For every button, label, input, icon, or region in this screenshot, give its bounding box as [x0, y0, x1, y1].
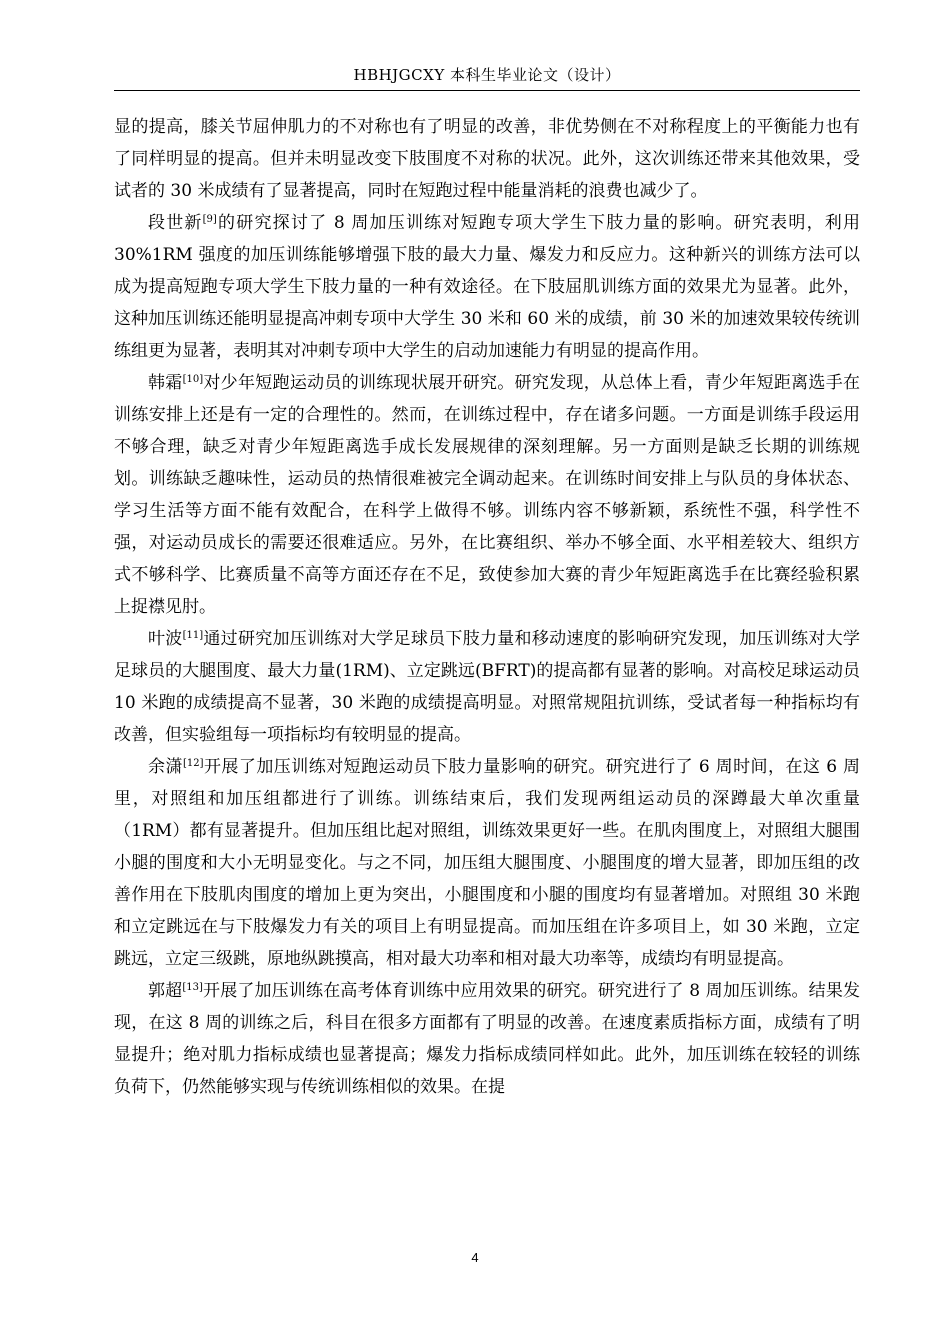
citation-ref: [9] — [202, 214, 217, 225]
citation-ref: [11] — [182, 630, 204, 641]
citation-ref: [12] — [182, 758, 204, 769]
author-name: 叶波 — [148, 629, 183, 649]
citation-ref: [10] — [182, 374, 204, 385]
body-text — [114, 111, 860, 1103]
paragraph-text: 开展了加压训练在高考体育训练中应用效果的研究。研究进行了 8 周加压训练。结果发现，在这 8 周的训练之后，科目在很多方面都有了明显的改善。在速度素质指标方面，成绩有了明显提升；绝对肌力指标成绩也显著提高；爆发力指标成绩同样如此。此外，加压训练在较轻的训练负荷下，仍然能够实现与传统训练相似的效果。在提 — [114, 981, 861, 1097]
paragraph-text: 显的提高，膝关节屈伸肌力的不对称也有了明显的改善，非优势侧在不对称程度上的平衡能力也有了同样明显的提高。但并未明显改变下肢围度不对称的状况。此外，这次训练还带来其他效果，受试者的 30 米成绩有了显著提高，同时在短跑过程中能量消耗的浪费也减少了。 — [114, 117, 860, 201]
paragraph-ye-bo — [114, 623, 860, 751]
paragraph-text: 对少年短跑运动员的训练现状展开研究。研究发现，从总体上看，青少年短距离选手在训练安排上还是有一定的合理性的。然而，在训练过程中，存在诸多问题。一方面是训练手段运用不够合理，缺乏对青少年短距离选手成长发展规律的深刻理解。另一方面则是缺乏长期的训练规划。训练缺乏趣味性，运动员的热情很难被完全调动起来。在训练时间安排上与队员的身体状态、学习生活等方面不能有效配合，在科学上做得不够。训练内容不够新颖，系统性不强，科学性不强，对运动员成长的需要还很难适应。另外，在比赛组织、举办不够全面、水平相差较大、组织方式不够科学、比赛质量不高等方面还存在不足，致使参加大赛的青少年短距离选手在比赛经验积累上捉襟见肘。 — [114, 373, 861, 617]
paragraph-continuation — [114, 111, 860, 207]
author-name: 郭超 — [148, 981, 183, 1001]
author-name: 余潇 — [148, 757, 183, 777]
header-rule — [114, 90, 860, 91]
citation-ref: [13] — [182, 982, 203, 993]
paragraph-text: 的研究探讨了 8 周加压训练对短跑专项大学生下肢力量的影响。研究表明，利用 30%1RM 强度的加压训练能够增强下肢的最大力量、爆发力和反应力。这种新兴的训练方法可以成为提高短跑专项大学生下肢力量的一种有效途径。在下肢屈肌训练方面的效果尤为显著。此外，这种加压训练还能明显提高冲刺专项中大学生 30 米和 60 米的成绩，前 30 米的加速效果较传统训练组更为显著，表明其对冲刺专项中大学生的启动加速能力有明显的提高作用。 — [114, 213, 861, 361]
paragraph-yu-xiao — [114, 751, 860, 975]
paragraph-han-shuang — [114, 367, 860, 623]
paragraph-text: 开展了加压训练对短跑运动员下肢力量影响的研究。研究进行了 6 周时间，在这 6 周里，对照组和加压组都进行了训练。训练结束后，我们发现两组运动员的深蹲最大单次重量（1RM）都有显著提升。但加压组比起对照组，训练效果更好一些。在肌肉围度上，对照组大腿围小腿的围度和大小无明显变化。与之不同，加压组大腿围度、小腿围度的增大显著，即加压组的改善作用在下肢肌肉围度的增加上更为突出，小腿围度和小腿的围度均有显著增加。对照组 30 米跑和立定跳远在与下肢爆发力有关的项目上有明显提高。而加压组在许多项目上，如 30 米跑，立定跳远，立定三级跳，原地纵跳摸高，相对最大功率和相对最大功率等，成绩均有明显提高。 — [114, 757, 860, 969]
paragraph-guo-chao — [114, 975, 860, 1103]
author-name: 韩霜 — [148, 373, 183, 393]
page-header: HBHJGCXY 本科生毕业论文（设计） — [353, 66, 621, 84]
paragraph-text: 通过研究加压训练对大学足球员下肢力量和移动速度的影响研究发现，加压训练对大学足球员的大腿围度、最大力量(1RM)、立定跳远(BFRT)的提高都有显著的影响。对高校足球运动员 10 米跑的成绩提高不显著，30 米跑的成绩提高明显。对照常规阻抗训练，受试者每一种指标均有改善，但实验组每一项指标均有较明显的提高。 — [114, 629, 861, 745]
author-name: 段世新 — [148, 213, 203, 233]
paragraph-duan-shixin — [114, 207, 860, 367]
page-number: 4 — [471, 1250, 479, 1265]
